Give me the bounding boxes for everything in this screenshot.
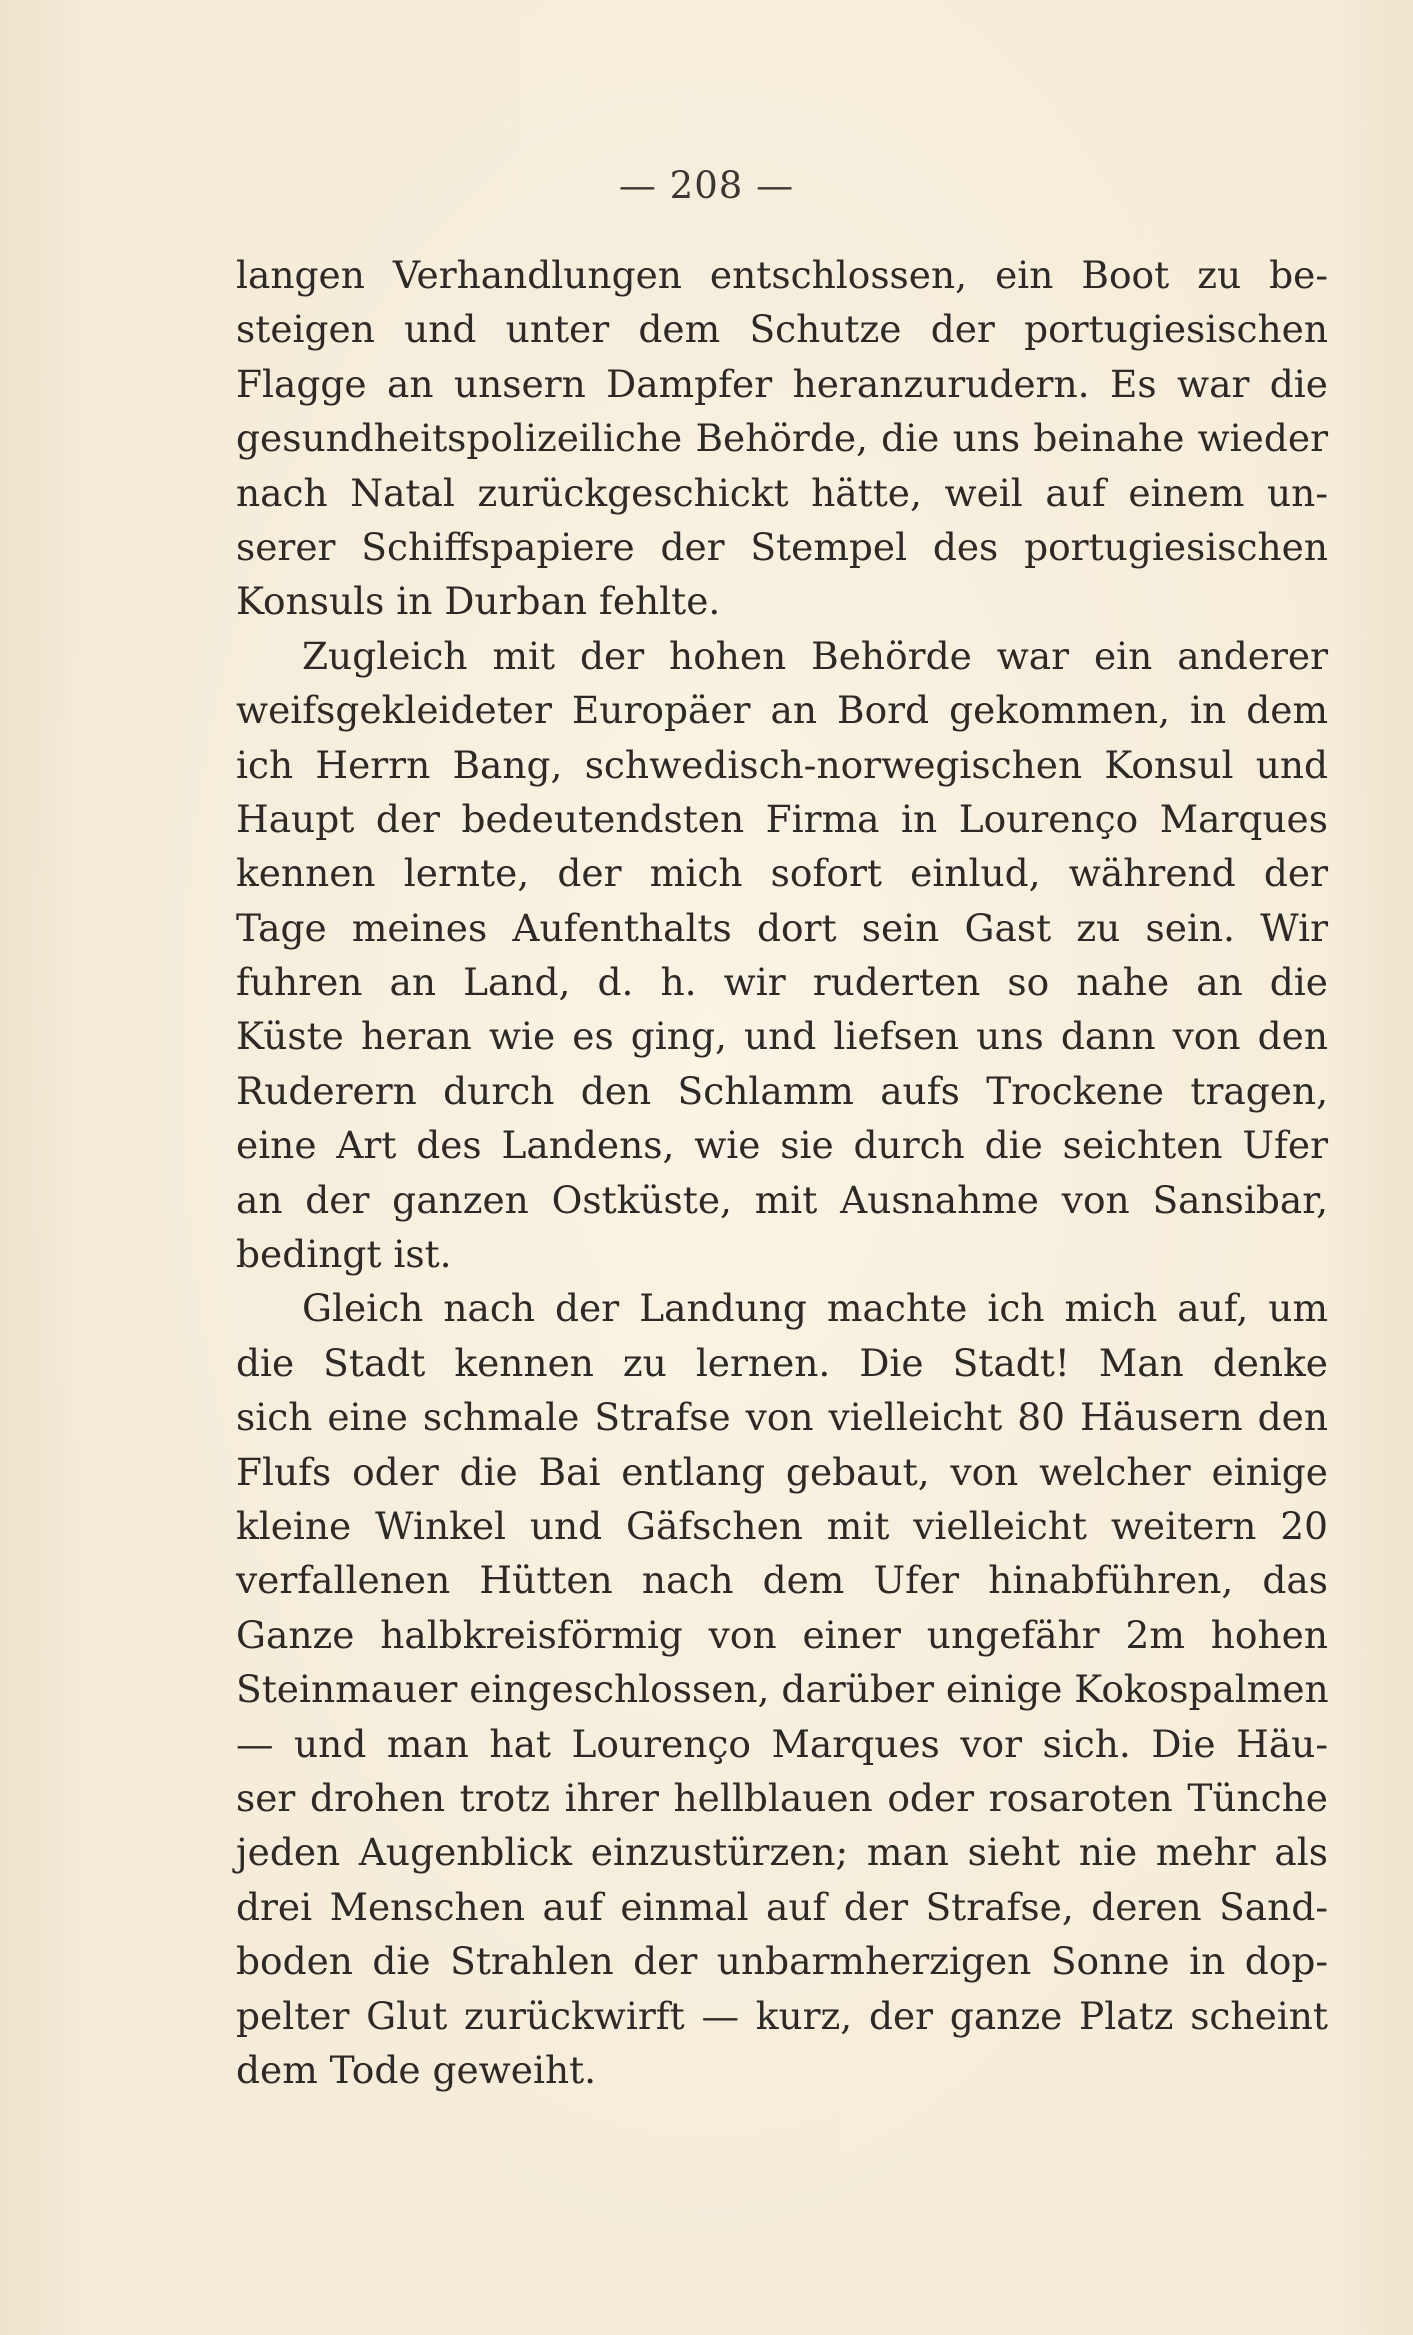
text-line: steigen und unter dem Schutze der portugiesischen [236,307,1328,352]
body-text [236,248,1328,2097]
text-line: jeden Augenblick einzustürzen; man sieht nie mehr als [236,1830,1328,1875]
text-line: Flufs oder die Bai entlang gebaut, von welcher einige [236,1449,1328,1494]
text-line: Konsuls in Durban fehlte. [236,579,721,624]
text-line: Steinmauer eingeschlossen, darüber einige Kokospalmen [236,1667,1329,1712]
text-line: pelter Glut zurückwirft — kurz, der ganze Platz scheint [236,1993,1328,2038]
text-line: fuhren an Land, d. h. wir ruderten so nahe an die [236,960,1328,1005]
text-line: bedingt ist. [236,1232,452,1277]
text-line: eine Art des Landens, wie sie durch die seichten Ufer [236,1123,1328,1168]
text-line: — und man hat Lourenço Marques vor sich. Die Häu- [236,1721,1328,1766]
text-line: verfallenen Hütten nach dem Ufer hinabführen, das [236,1558,1328,1603]
text-line: gesundheitspolizeiliche Behörde, die uns beinahe wieder [236,416,1328,461]
text-line: Gleich nach der Landung machte ich mich auf, um [302,1286,1328,1331]
text-line: die Stadt kennen zu lernen. Die Stadt! Man denke [236,1340,1328,1385]
text-line: Ganze halbkreisförmig von einer ungefähr 2m hohen [236,1612,1328,1657]
text-line: dem Tode geweiht. [236,2047,597,2092]
text-line: Flagge an unsern Dampfer heranzurudern. Es war die [236,361,1328,406]
text-line: langen Verhandlungen entschlossen, ein Boot zu be- [236,253,1328,297]
text-line: boden die Strahlen der unbarmherzigen Sonne in dop- [236,1939,1328,1984]
text-line: weifsgekleideter Europäer an Bord gekommen, in dem [236,688,1328,733]
text-line: nach Natal zurückgeschickt hätte, weil auf einem un- [236,470,1328,515]
text-line: ich Herrn Bang, schwedisch-norwegischen Konsul und [236,742,1328,787]
text-line: Haupt der bedeutendsten Firma in Lourenço Marques [236,796,1328,841]
text-line: kleine Winkel und Gäfschen mit vielleicht weitern 20 [236,1503,1328,1548]
text-line: an der ganzen Ostküste, mit Ausnahme von Sansibar, [236,1177,1328,1222]
text-line: Zugleich mit der hohen Behörde war ein anderer [302,633,1328,678]
text-line: Ruderern durch den Schlamm aufs Trockene tragen, [236,1068,1328,1113]
text-line: sich eine schmale Strafse von vielleicht 80 Häusern den [236,1395,1328,1440]
page-number: — 208 — [618,164,795,207]
text-line: drei Menschen auf einmal auf der Strafse, deren Sand- [236,1884,1328,1929]
text-line: Tage meines Aufenthalts dort sein Gast zu sein. Wir [236,905,1328,950]
text-line: ser drohen trotz ihrer hellblauen oder rosaroten Tünche [236,1775,1328,1820]
text-line: serer Schiffspapiere der Stempel des portugiesischen [236,524,1328,569]
text-line: Küste heran wie es ging, und liefsen uns dann von den [236,1014,1328,1059]
text-line: kennen lernte, der mich sofort einlud, während der [236,851,1328,896]
